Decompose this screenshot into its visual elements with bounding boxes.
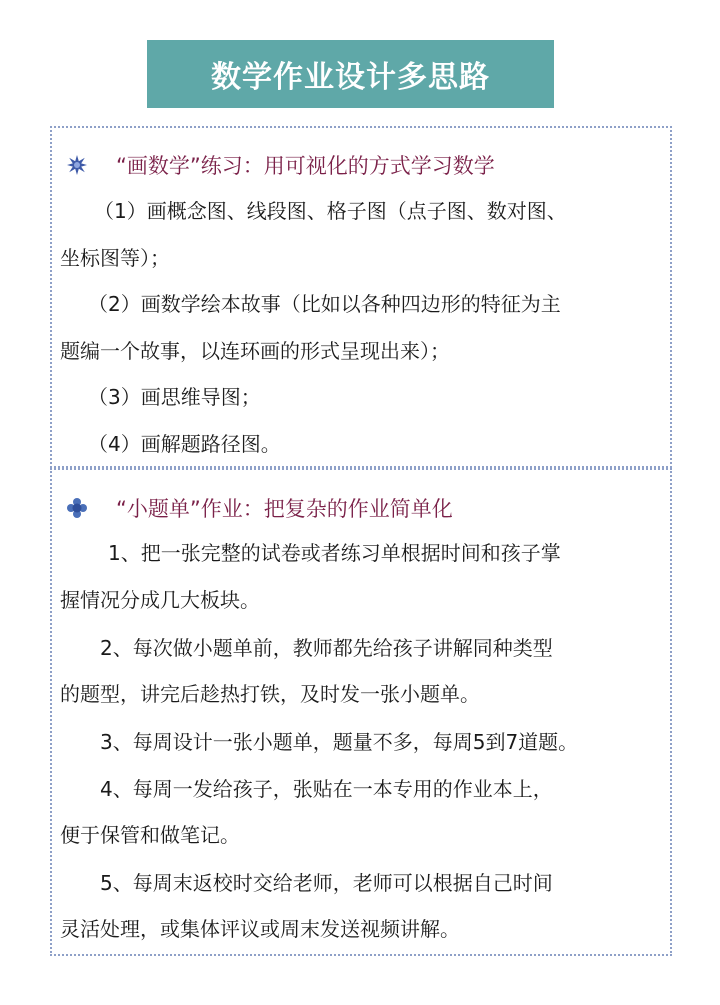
section2-line-8: 5、每周末返校时交给老师，老师可以根据自己时间: [100, 871, 553, 895]
section2-line-7: 便于保管和做笔记。: [60, 823, 240, 847]
title-banner: [147, 40, 554, 108]
section2-heading: [66, 493, 453, 523]
section2-line-9: 灵活处理，或集体评议或周末发送视频讲解。: [60, 917, 460, 941]
section1-line-4: 题编一个故事，以连环画的形式呈现出来）；: [60, 339, 450, 363]
page-title: 数学作业设计多思路: [211, 60, 490, 95]
star-burst-icon: [66, 154, 88, 176]
section1-line-2: 坐标图等）；: [60, 246, 170, 270]
section2-line-1: 1、把一张完整的试卷或者练习单根据时间和孩子掌: [108, 541, 561, 565]
section1-heading: [66, 150, 495, 180]
section1-heading-text: “画数学”练习：用可视化的方式学习数学: [116, 154, 495, 178]
section2-line-2: 握情况分成几大板块。: [60, 588, 260, 612]
flower-icon: [66, 497, 88, 519]
section2-line-4: 的题型，讲完后趁热打铁，及时发一张小题单。: [60, 682, 480, 706]
section2-heading-text: “小题单”作业：把复杂的作业简单化: [116, 497, 453, 521]
section2-line-3: 2、每次做小题单前，教师都先给孩子讲解同种类型: [100, 636, 553, 660]
section1-line-1: （1）画概念图、线段图、格子图（点子图、数对图、: [94, 199, 567, 223]
section2-line-5: 3、每周设计一张小题单，题量不多，每周5到7道题。: [100, 730, 579, 754]
section2-line-6: 4、每周一发给孩子，张贴在一本专用的作业本上，: [100, 777, 553, 801]
section1-line-3: （2）画数学绘本故事（比如以各种四边形的特征为主: [88, 292, 561, 316]
section1-line-5: （3）画思维导图；: [88, 385, 261, 409]
section1-line-6: （4）画解题路径图。: [88, 432, 281, 456]
